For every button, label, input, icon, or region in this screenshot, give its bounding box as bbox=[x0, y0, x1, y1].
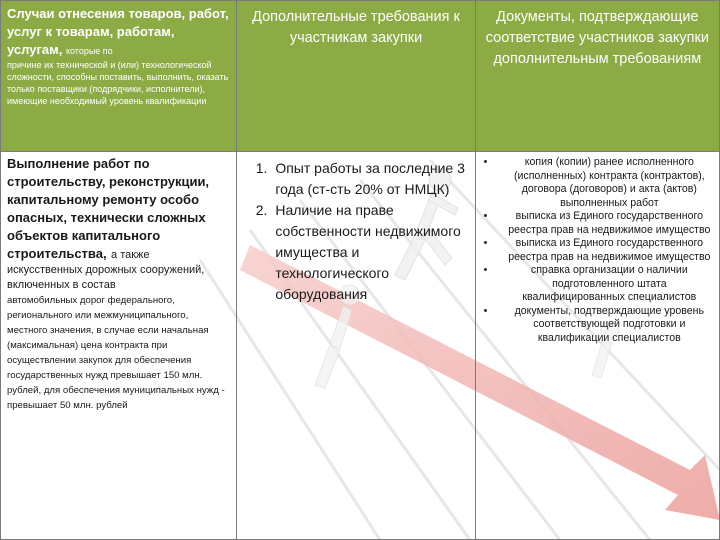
case-price-conditions: автомобильных дорог федерального, регионального или межмуниципального, местного значения, в случае если начальная (максимальная) цена контракта при осуществлении закупок для обеспечения государственных нужд превышает 150 млн. рублей, для обеспечения муниципальных нужд - превышает 50 млн. рублей bbox=[7, 295, 225, 411]
list-item: • выписка из Единого государственного реестра прав на недвижимое имущество bbox=[506, 237, 713, 264]
requirements-list bbox=[237, 152, 474, 305]
cell-documents bbox=[475, 152, 719, 540]
header-documents-title: Документы, подтверждающие соответствие участников закупки дополнительным требованиям bbox=[485, 9, 709, 67]
case-title: Выполнение работ по строительству, реконструкции, капитальному ремонту особо опасных, технически сложных объектов капитального строительства, bbox=[7, 156, 210, 261]
cell-case-description bbox=[1, 152, 237, 540]
list-item: • справка организации о наличии подготовленного штата квалифицированных специалистов bbox=[506, 264, 713, 305]
header-cell-cases bbox=[1, 1, 237, 152]
table-row bbox=[1, 152, 720, 540]
header-row bbox=[1, 1, 720, 152]
header-cases-note: причине их технической и (или) технологической сложности, способны поставить, выполнить, оказать только поставщики (подрядчики, исполнители), имеющие необходимый уровень квалификации bbox=[7, 60, 229, 106]
case-structures: искусственных дорожных сооружений, включенных в состав bbox=[7, 264, 205, 291]
list-item: 2. Наличие на праве собственности недвижимого имущества и технологического оборудования bbox=[271, 200, 466, 305]
header-cell-requirements bbox=[237, 1, 475, 152]
list-item: • копия (копии) ранее исполненного (исполненных) контракта (контрактов), договора (договоров) и акта (актов) выполненных работ bbox=[506, 156, 713, 210]
list-item: • документы, подтверждающие уровень соответствующей подготовки и квалификации специалистов bbox=[506, 305, 713, 346]
list-item: • выписка из Единого государственного реестра прав на недвижимое имущество bbox=[506, 210, 713, 237]
case-also: а также bbox=[111, 249, 150, 261]
list-item: 1. Опыт работы за последние 3 года (ст-сть 20% от НМЦК) bbox=[271, 158, 466, 200]
header-cell-documents bbox=[475, 1, 719, 152]
cell-requirements bbox=[237, 152, 475, 540]
header-cases-title: Случаи отнесения товаров, работ, услуг к товарам, работам, услугам, bbox=[7, 6, 229, 57]
header-cases-inline-note: которые по bbox=[65, 46, 113, 56]
header-requirements-title: Дополнительные требования к участникам закупки bbox=[252, 9, 460, 46]
documents-list bbox=[476, 152, 719, 345]
